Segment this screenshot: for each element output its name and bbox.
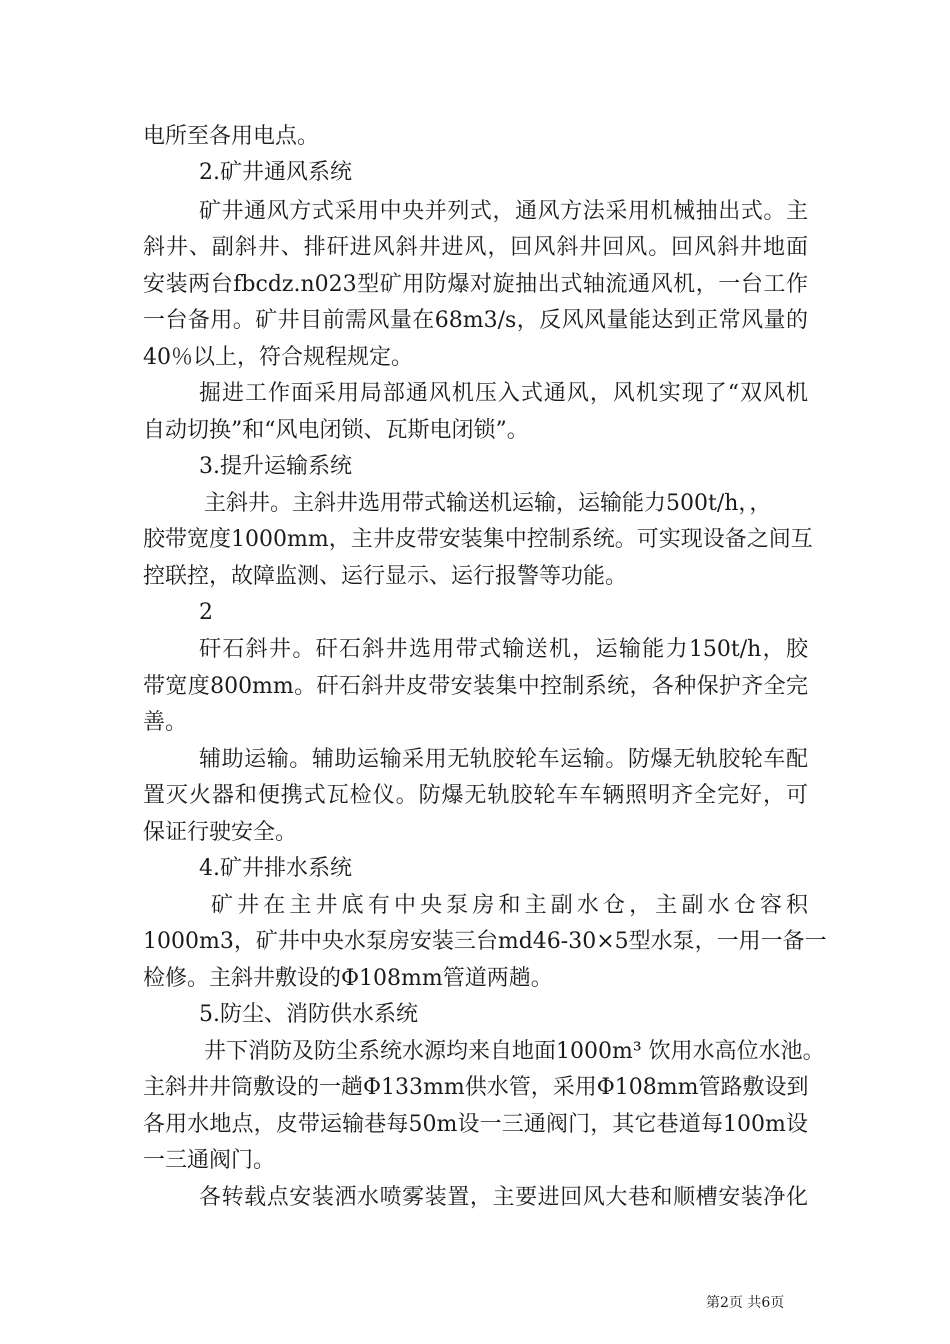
text-line: 保证行驶安全。 — [143, 820, 298, 845]
text-line: 主斜井。主斜井选用带式输送机运输，运输能力500t/h，， — [204, 491, 772, 516]
footer-middle: 页 共 — [728, 1295, 762, 1311]
footer-prefix: 第 — [706, 1295, 720, 1311]
text-line: 带宽度800mm。矸石斜井皮带安装集中控制系统，各种保护齐全完 — [143, 674, 808, 699]
text-line: 自动切换”和“风电闭锁、瓦斯电闭锁”。 — [143, 418, 529, 443]
text-line: 斜井、副斜井、排矸进风斜井进风，回风斜井回风。回风斜井地面 — [143, 235, 808, 260]
text-line: 一台备用。矿井目前需风量在68m3/s，反风风量能达到正常风量的 — [143, 308, 808, 333]
footer-suffix: 页 — [770, 1295, 785, 1311]
section-heading: 4.矿井排水系统 — [199, 856, 352, 881]
text-line: 矸石斜井。矸石斜井选用带式输送机，运输能力150t/h，胶 — [199, 637, 808, 662]
text-line: 各转载点安装洒水喷雾装置，主要进回风大巷和顺槽安装净化 — [199, 1185, 808, 1210]
section-heading: 2.矿井通风系统 — [199, 160, 352, 185]
text-line: 善。 — [143, 710, 188, 735]
total-page-number: 6 — [761, 1295, 771, 1311]
current-page-number: 2 — [720, 1295, 729, 1311]
text-line: 控联控，故障监测、运行显示、运行报警等功能。 — [143, 564, 628, 589]
text-line: 40％以上，符合规程规定。 — [143, 345, 413, 370]
text-line: 矿井通风方式采用中央并列式，通风方法采用机械抽出式。主 — [199, 199, 808, 224]
text-line: 安装两台fbcdz.n023型矿用防爆对旋抽出式轴流通风机，一台工作 — [143, 272, 808, 297]
text-line: 主斜井井筒敷设的一趟Φ133mm供水管，采用Φ108mm管路敷设到 — [143, 1075, 809, 1100]
text-line: 1000m3，矿井中央水泵房安装三台md46-30×5型水泵，一用一备一 — [143, 929, 827, 954]
text-line: 2 — [199, 600, 213, 625]
text-line: 矿井在主井底有中央泵房和主副水仓，主副水仓容积 — [211, 893, 808, 918]
text-line: 置灭火器和便携式瓦检仪。防爆无轨胶轮车车辆照明齐全完好，可 — [143, 783, 808, 808]
page-number-footer — [706, 1294, 784, 1312]
text-line: 检修。主斜井敷设的Φ108mm管道两趟。 — [143, 966, 553, 991]
text-line: 电所至各用电点。 — [143, 124, 320, 149]
text-line: 井下消防及防尘系统水源均来自地面1000m³ 饮用水高位水池。 — [204, 1039, 825, 1064]
text-line: 辅助运输。辅助运输采用无轨胶轮车运输。防爆无轨胶轮车配 — [199, 747, 808, 772]
text-line: 一三通阀门。 — [143, 1148, 276, 1173]
section-heading: 3.提升运输系统 — [199, 454, 352, 479]
text-line: 掘进工作面采用局部通风机压入式通风，风机实现了“双风机 — [199, 381, 808, 406]
text-line: 胶带宽度1000mm，主井皮带安装集中控制系统。可实现设备之间互 — [143, 527, 813, 552]
section-heading: 5.防尘、消防供水系统 — [199, 1002, 418, 1027]
text-line: 各用水地点，皮带运输巷每50m设一三通阀门，其它巷道每100m设 — [143, 1112, 808, 1137]
